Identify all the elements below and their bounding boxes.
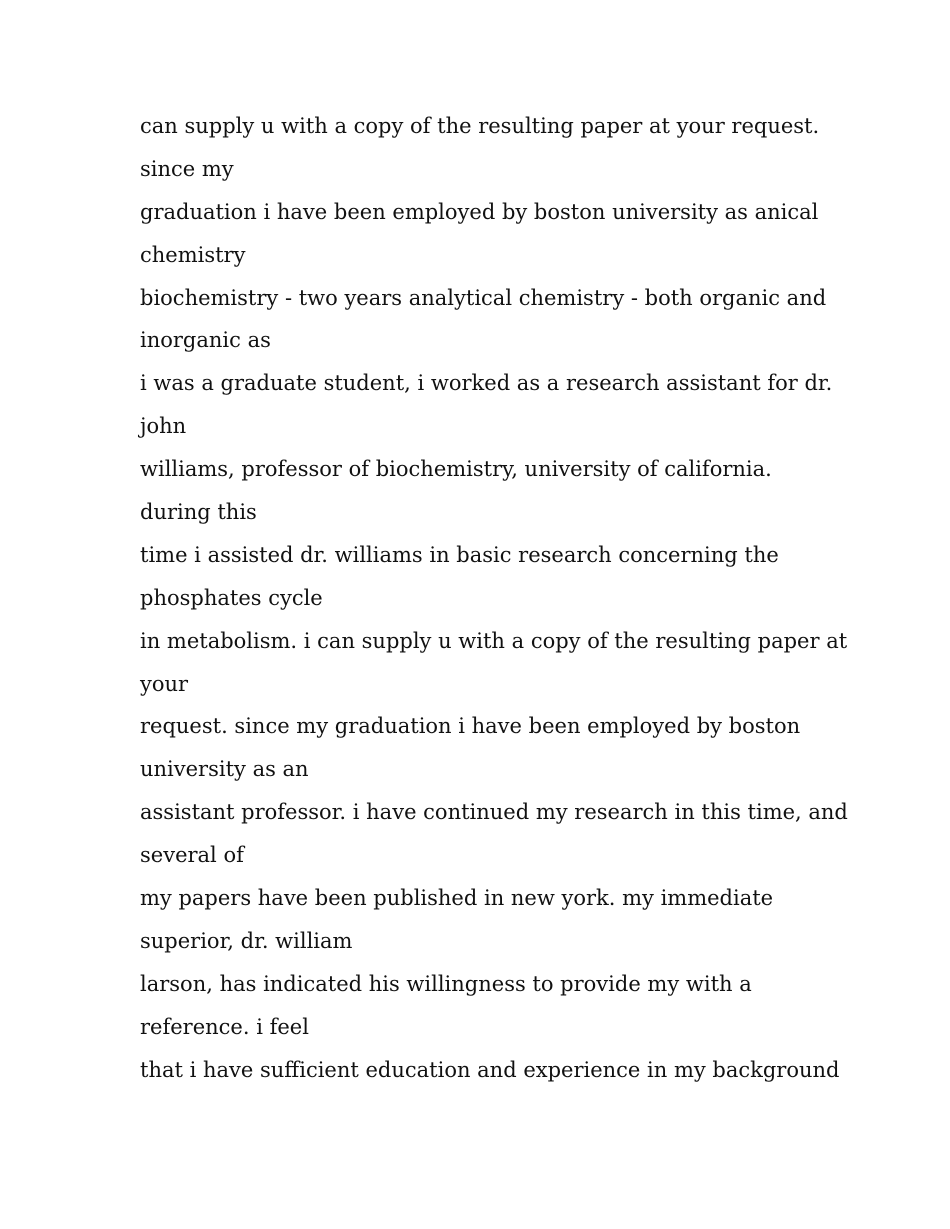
text-line: that i have sufficient education and experience in my background (140, 1057, 840, 1082)
text-line: assistant professor. i have continued my research in this time, and (140, 800, 848, 825)
text-line: reference. i feel (140, 1014, 309, 1039)
text-line: inorganic as (140, 328, 271, 353)
text-line: request. since my graduation i have been employed by boston (140, 714, 801, 739)
text-line: several of (140, 843, 244, 868)
text-line: superior, dr. william (140, 928, 353, 953)
text-line: during this (140, 500, 257, 525)
letter-body (140, 105, 848, 1091)
text-line: time i assisted dr. williams in basic research concerning the (140, 542, 779, 567)
text-line: john (140, 414, 187, 439)
text-line: graduation i have been employed by boston university as anical (140, 199, 819, 224)
text-line: larson, has indicated his willingness to provide my with a (140, 971, 752, 996)
text-line: university as an (140, 757, 309, 782)
text-line: chemistry (140, 242, 246, 267)
text-line: in metabolism. i can supply u with a copy of the resulting paper at (140, 628, 848, 653)
text-line: i was a graduate student, i worked as a research assistant for dr. (140, 371, 833, 396)
text-line: my papers have been published in new york. my immediate (140, 886, 774, 911)
text-line: phosphates cycle (140, 585, 323, 610)
text-line: biochemistry - two years analytical chemistry - both organic and (140, 285, 827, 310)
text-line: can supply u with a copy of the resulting paper at your request. (140, 114, 820, 138)
text-line: your (140, 671, 189, 696)
text-line: williams, professor of biochemistry, university of california. (140, 457, 772, 482)
text-line: since my (140, 156, 234, 181)
